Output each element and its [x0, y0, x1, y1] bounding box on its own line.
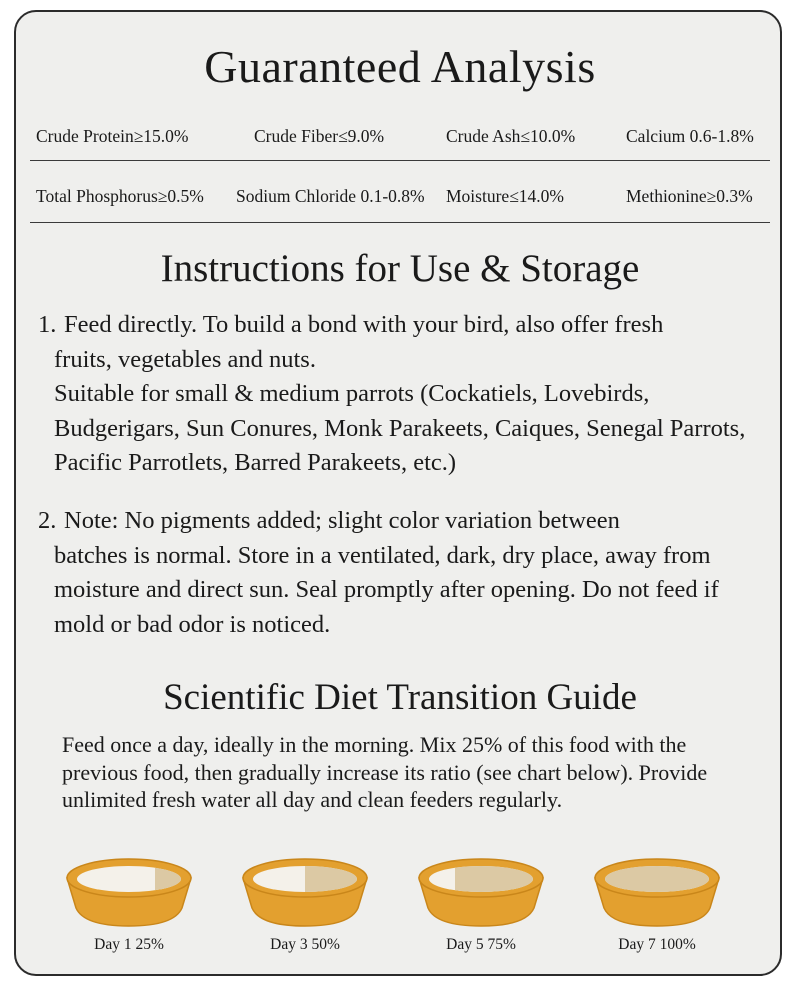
instruction-item-2: [38, 504, 758, 642]
transition-guide-text: Feed once a day, ideally in the morning. Mix 25% of this food with the previous food, then gradually increase its ratio (see chart below). Provide unlimited fresh water all day and clean feeders regularly.: [62, 732, 708, 812]
analysis-crude-ash: Crude Ash≤10.0%: [446, 126, 576, 146]
bowl-day-label: Day 5 75%: [446, 936, 516, 953]
label-card: [14, 10, 782, 976]
food-bowl-icon: [416, 856, 546, 928]
analysis-crude-fiber: Crude Fiber≤9.0%: [254, 126, 385, 146]
transition-guide-title: Scientific Diet Transition Guide: [163, 677, 637, 718]
bowl-day-label: Day 1 25%: [94, 936, 164, 953]
food-bowl-icon: [240, 856, 370, 928]
analysis-calcium: Calcium 0.6-1.8%: [626, 126, 754, 146]
analysis-moisture: Moisture≤14.0%: [446, 186, 564, 206]
bowl-day-label: Day 7 100%: [618, 936, 696, 953]
suitable-species-text: Suitable for small & medium parrots (Cockatiels, Lovebirds, Budgerigars, Sun Conures, Monk Parakeets, Caiques, Senegal Parrots, Pacific Parrotlets, Barred Parakeets, etc.): [54, 380, 746, 476]
instruction-text-first: Note: No pigments added; slight color variation between: [64, 507, 620, 534]
divider: [30, 222, 770, 223]
instruction-text-first: Feed directly. To build a bond with your bird, also offer fresh: [64, 311, 664, 338]
instruction-text: batches is normal. Store in a ventilated, dark, dry place, away from moisture and direct sun. Seal promptly after opening. Do not feed if mold or bad odor is noticed.: [54, 541, 719, 638]
instruction-item-1: [38, 308, 758, 481]
instruction-number: 2.: [38, 507, 57, 534]
instruction-text: fruits, vegetables and nuts.: [54, 345, 316, 373]
analysis-total-phosphorus: Total Phosphorus≥0.5%: [36, 186, 204, 206]
food-bowl-icon: [64, 856, 194, 928]
instructions-title: Instructions for Use & Storage: [160, 247, 640, 290]
bowl-day-label: Day 3 50%: [270, 936, 340, 953]
analysis-methionine: Methionine≥0.3%: [626, 186, 753, 206]
analysis-sodium-chloride: Sodium Chloride 0.1-0.8%: [236, 186, 425, 206]
guaranteed-analysis-title: Guaranteed Analysis: [204, 41, 596, 92]
analysis-crude-protein: Crude Protein≥15.0%: [36, 126, 189, 146]
instruction-number: 1.: [38, 311, 57, 338]
divider: [30, 160, 770, 161]
food-bowl-icon: [592, 856, 722, 928]
